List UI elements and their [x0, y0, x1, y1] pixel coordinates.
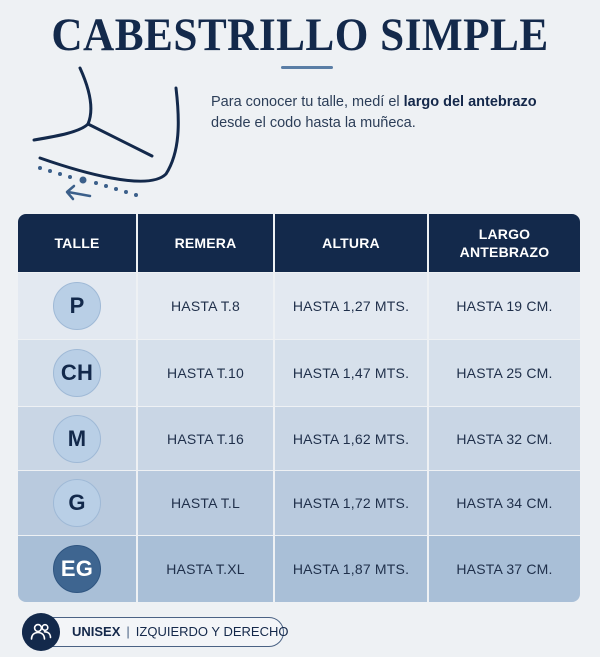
- users-icon: [22, 613, 60, 651]
- footer-sides: IZQUIERDO Y DERECHO: [135, 624, 289, 639]
- table-cell-altura: HASTA 1,72 MTS.: [275, 471, 427, 535]
- table-cell-largo: HASTA 32 CM.: [429, 407, 580, 470]
- table-cell-remera: HASTA T.XL: [138, 536, 273, 602]
- table-cell-altura: HASTA 1,87 MTS.: [275, 536, 427, 602]
- table-row-m-talle: [18, 407, 136, 470]
- size-badge: P: [53, 282, 101, 330]
- table-cell-largo: HASTA 19 CM.: [429, 273, 580, 339]
- footer-separator: |: [126, 624, 130, 639]
- table-row-p-talle: [18, 273, 136, 339]
- table-cell-remera: HASTA T.10: [138, 340, 273, 406]
- size-badge: CH: [53, 349, 101, 397]
- header-altura: ALTURA: [275, 214, 427, 272]
- footer-unisex: UNISEX: [72, 624, 121, 639]
- header-remera: REMERA: [138, 214, 273, 272]
- page-title: CABESTRILLO SIMPLE: [51, 9, 549, 61]
- table-cell-altura: HASTA 1,47 MTS.: [275, 340, 427, 406]
- size-table: [18, 214, 580, 602]
- table-cell-remera: HASTA T.16: [138, 407, 273, 470]
- table-cell-largo: HASTA 25 CM.: [429, 340, 580, 406]
- table-row-eg-talle: [18, 536, 136, 602]
- header-largo-line2: ANTEBRAZO: [459, 244, 550, 260]
- sizing-instructions: [211, 92, 581, 134]
- size-badge: M: [53, 415, 101, 463]
- instructions-text-line2: desde el codo hasta la muñeca.: [211, 115, 416, 131]
- instructions-highlight: largo del antebrazo: [403, 94, 537, 110]
- title-underline: [281, 66, 333, 69]
- header-talle: TALLE: [18, 214, 136, 272]
- table-row-g-talle: [18, 471, 136, 535]
- footer-text: [72, 624, 288, 639]
- header-largo-antebrazo: [429, 214, 580, 272]
- table-cell-largo: HASTA 34 CM.: [429, 471, 580, 535]
- table-cell-remera: HASTA T.8: [138, 273, 273, 339]
- size-badge: G: [53, 479, 101, 527]
- table-cell-altura: HASTA 1,27 MTS.: [275, 273, 427, 339]
- table-cell-altura: HASTA 1,62 MTS.: [275, 407, 427, 470]
- table-cell-remera: HASTA T.L: [138, 471, 273, 535]
- table-row-ch-talle: [18, 340, 136, 406]
- size-badge: EG: [53, 545, 101, 593]
- instructions-text: Para conocer tu talle, medí el: [211, 94, 404, 110]
- header-largo-line1: LARGO: [478, 226, 531, 242]
- table-cell-largo: HASTA 37 CM.: [429, 536, 580, 602]
- forearm-measure-icon: [20, 62, 200, 212]
